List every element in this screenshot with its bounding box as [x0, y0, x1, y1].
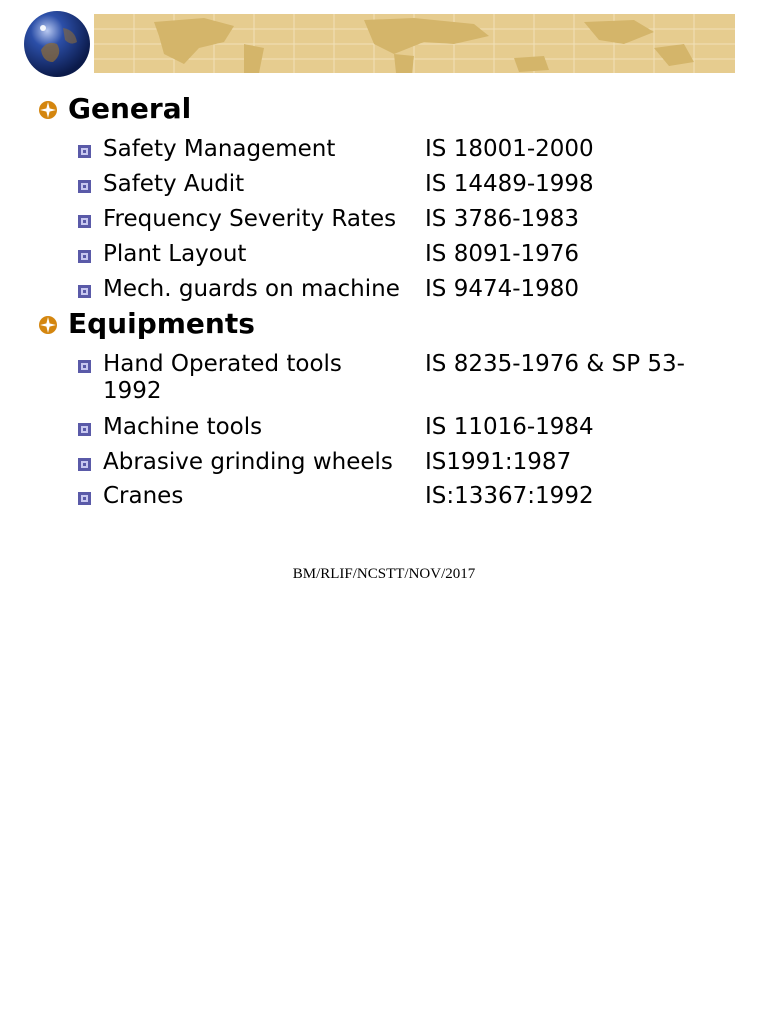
square-bullet-icon: [78, 180, 91, 193]
standard-name: Plant Layout: [103, 241, 247, 267]
section-title: General: [68, 92, 192, 125]
list-item: [78, 449, 718, 481]
square-bullet-icon: [78, 215, 91, 228]
standard-code: IS 8091-1976: [425, 241, 580, 267]
standard-name: Cranes: [103, 483, 184, 509]
header-banner: [94, 14, 735, 73]
square-bullet-icon: [78, 145, 91, 158]
standard-code: IS 18001-2000: [425, 136, 594, 162]
compass-bullet-icon: [38, 100, 58, 120]
section-title: Equipments: [68, 307, 255, 340]
list-item: [78, 206, 718, 238]
standard-code: IS 8235-1976 & SP 53-: [425, 351, 685, 377]
standard-name: Hand Operated tools: [103, 351, 342, 377]
list-item: [78, 171, 718, 203]
standard-name: Abrasive grinding wheels: [103, 449, 393, 475]
footer-reference: BM/RLIF/NCSTT/NOV/2017: [292, 566, 476, 582]
standard-code: IS1991:1987: [425, 449, 572, 475]
standard-name: Machine tools: [103, 414, 263, 440]
standard-name-continuation: 1992: [103, 378, 162, 404]
standard-code: IS 11016-1984: [425, 414, 594, 440]
standard-name: Safety Management: [103, 136, 336, 162]
list-item: [78, 136, 718, 168]
world-map-decoration: [94, 14, 735, 73]
list-item: [78, 414, 718, 446]
standard-name: Safety Audit: [103, 171, 245, 197]
standard-code: IS 9474-1980: [425, 276, 580, 302]
list-item: [78, 351, 718, 411]
square-bullet-icon: [78, 492, 91, 505]
standard-name: Mech. guards on machine: [103, 276, 400, 302]
compass-bullet-icon: [38, 315, 58, 335]
standard-name: Frequency Severity Rates: [103, 206, 397, 232]
square-bullet-icon: [78, 285, 91, 298]
standard-code: IS 3786-1983: [425, 206, 580, 232]
square-bullet-icon: [78, 360, 91, 373]
square-bullet-icon: [78, 458, 91, 471]
square-bullet-icon: [78, 250, 91, 263]
standard-code: IS:13367:1992: [425, 483, 594, 509]
list-item: [78, 241, 718, 273]
square-bullet-icon: [78, 423, 91, 436]
list-item: [78, 276, 718, 308]
standard-code: IS 14489-1998: [425, 171, 594, 197]
globe-icon: [23, 10, 91, 78]
list-item: [78, 483, 718, 515]
